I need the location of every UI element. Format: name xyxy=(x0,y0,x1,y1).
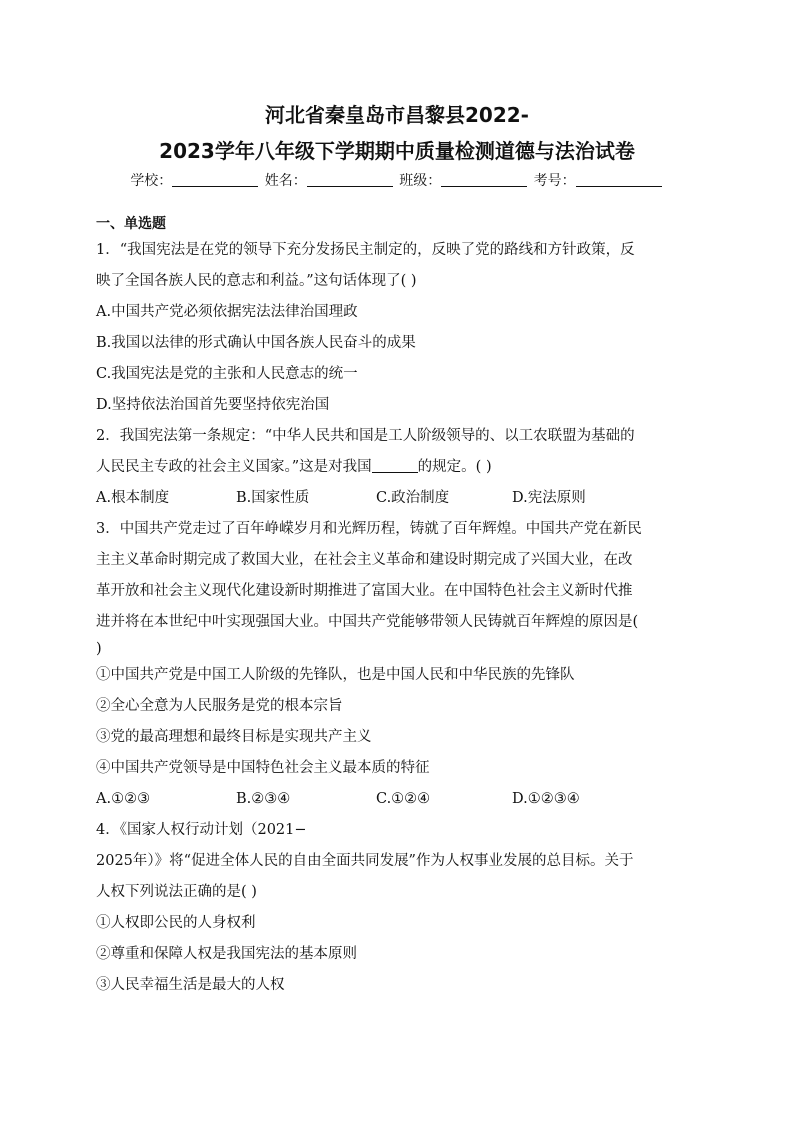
q3-stem-line5: ) xyxy=(96,641,102,657)
q2-option-d[interactable]: D.宪法原则 xyxy=(512,490,586,506)
class-blank[interactable] xyxy=(441,172,527,187)
q3-option-a[interactable]: A.①②③ xyxy=(96,791,151,807)
q2-answer-blank[interactable] xyxy=(372,458,418,473)
name-blank[interactable] xyxy=(307,172,393,187)
q4-statement-1: ①人权即公民的人身权利 xyxy=(96,915,256,931)
q1-option-d[interactable]: D.坚持依法治国首先要坚持依宪治国 xyxy=(96,397,330,413)
q1-option-b[interactable]: B.我国以法律的形式确认中国各族人民奋斗的成果 xyxy=(96,335,416,351)
q3-statement-3: ③党的最高理想和最终目标是实现共产主义 xyxy=(96,729,372,745)
q3-stem-line1: 3．中国共产党走过了百年峥嵘岁月和光辉历程，铸就了百年辉煌。中国共产党在新民 xyxy=(96,521,642,537)
q2-stem-line2-a: 人民民主专政的社会主义国家。”这是对我国 xyxy=(96,459,372,475)
exam-title-line2: 2023学年八年级下学期期中质量检测道德与法治试卷 xyxy=(159,139,635,163)
student-info-row xyxy=(0,171,794,191)
q3-statement-4: ④中国共产党领导是中国特色社会主义最本质的特征 xyxy=(96,760,430,776)
exam-content xyxy=(96,213,700,1001)
q3-options xyxy=(96,784,700,815)
q2-stem-line2 xyxy=(96,452,700,483)
q1-option-c[interactable]: C.我国宪法是党的主张和人民意志的统一 xyxy=(96,366,358,382)
q2-stem-line1: 2．我国宪法第一条规定：“中华人民共和国是工人阶级领导的、以工农联盟为基础的 xyxy=(96,428,635,444)
exam-no-label: 考号： xyxy=(533,173,576,189)
name-label: 姓名： xyxy=(264,173,307,189)
q2-stem-line2-b: 的规定。( ) xyxy=(417,459,492,475)
exam-no-blank[interactable] xyxy=(576,172,662,187)
class-label: 班级： xyxy=(399,173,442,189)
exam-title-line1: 河北省秦皇岛市昌黎县2022- xyxy=(265,103,529,127)
school-label: 学校： xyxy=(130,173,173,189)
q1-stem-line1: 1．“我国宪法是在党的领导下充分发扬民主制定的，反映了党的路线和方针政策，反 xyxy=(96,242,635,258)
q2-option-b[interactable]: B.国家性质 xyxy=(236,490,310,506)
q3-stem-line4: 进并将在本世纪中叶实现强国大业。中国共产党能够带领人民铸就百年辉煌的原因是( xyxy=(96,614,639,630)
q3-stem-line3: 革开放和社会主义现代化建设新时期推进了富国大业。在中国特色社会主义新时代推 xyxy=(96,583,633,599)
q4-statement-2: ②尊重和保障人权是我国宪法的基本原则 xyxy=(96,946,357,962)
q3-statement-1: ①中国共产党是中国工人阶级的先锋队，也是中国人民和中华民族的先锋队 xyxy=(96,667,575,683)
q3-option-c[interactable]: C.①②④ xyxy=(376,791,431,807)
q4-stem-line1: 4．《国家人权行动计划（2021− xyxy=(96,822,307,838)
q2-option-a[interactable]: A.根本制度 xyxy=(96,490,170,506)
q3-option-b[interactable]: B.②③④ xyxy=(236,791,291,807)
school-blank[interactable] xyxy=(172,172,258,187)
q3-statement-2: ②全心全意为人民服务是党的根本宗旨 xyxy=(96,698,343,714)
q2-options xyxy=(96,483,700,514)
q4-statement-3: ③人民幸福生活是最大的人权 xyxy=(96,977,285,993)
section-heading: 一、单选题 xyxy=(96,216,166,232)
q2-option-c[interactable]: C.政治制度 xyxy=(376,490,450,506)
q4-stem-line3: 人权下列说法正确的是( ) xyxy=(96,884,257,900)
q4-stem-line2: 2025年）》将“促进全体人民的自由全面共同发展”作为人权事业发展的总目标。关于 xyxy=(96,853,634,869)
q1-option-a[interactable]: A.中国共产党必须依据宪法法律治国理政 xyxy=(96,304,358,320)
q3-stem-line2: 主主义革命时期完成了救国大业，在社会主义革命和建设时期完成了兴国大业，在改 xyxy=(96,552,633,568)
q3-option-d[interactable]: D.①②③④ xyxy=(512,791,580,807)
q1-stem-line2: 映了全国各族人民的意志和利益。”这句话体现了( ) xyxy=(96,273,417,289)
